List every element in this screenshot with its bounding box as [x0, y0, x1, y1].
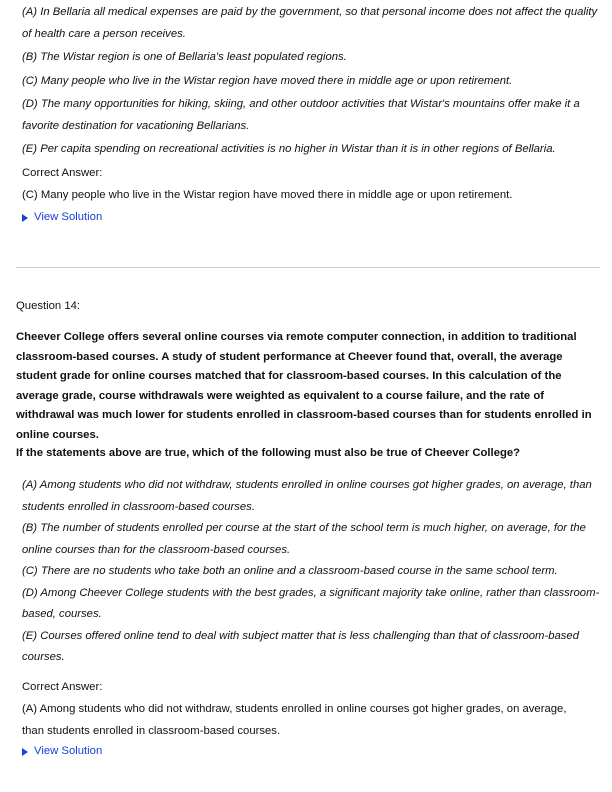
q13-option-e: (E) Per capita spending on recreational activities is no higher in Wistar than it is in other regions of Bellaria.	[22, 143, 556, 155]
q14-option-d: (D) Among Cheever College students with the best grades, a significant majority take online, rather than classroom-based, courses.	[22, 586, 600, 620]
q14-title: Question 14:	[16, 300, 81, 312]
q14-correct-answer: (A) Among students who did not withdraw, students enrolled in online courses got higher grades, on average, than students enrolled in classroom-based courses.	[22, 703, 567, 737]
q13-option-b: (B) The Wistar region is one of Bellaria's least populated regions.	[22, 51, 347, 63]
q14-option-e: (E) Courses offered online tend to deal with subject matter that is less challenging than that of classroom-based courses.	[22, 629, 579, 663]
q13-option-d: (D) The many opportunities for hiking, skiing, and other outdoor activities that Wistar's mountains offer make it a favorite destination for vacationing Bellarians.	[22, 98, 580, 132]
q14-options	[22, 475, 600, 669]
q13-view-solution-link[interactable]	[22, 207, 102, 229]
q14-view-solution-link[interactable]	[22, 741, 102, 763]
q14-option-a: (A) Among students who did not withdraw, students enrolled in online courses got higher grades, on average, than students enrolled in classroom-based courses.	[22, 479, 592, 513]
q13-options	[22, 2, 600, 161]
q13-option-c: (C) Many people who live in the Wistar region have moved there in middle age or upon retirement.	[22, 74, 513, 87]
q13-correct-answer-label: Correct Answer:	[22, 167, 103, 179]
expand-triangle-icon	[22, 748, 28, 756]
q13-view-solution-label: View Solution	[34, 211, 103, 223]
q14-option-c: (C) There are no students who take both an online and a classroom-based course in the same school term.	[22, 565, 558, 577]
expand-triangle-icon	[22, 214, 28, 222]
q13-correct-answer: (C) Many people who live in the Wistar region have moved there in middle age or upon retirement.	[22, 189, 513, 201]
section-divider	[16, 267, 600, 268]
q14-question-stem: If the statements above are true, which of the following must also be true of Cheever College?	[16, 447, 521, 459]
q14-option-b: (B) The number of students enrolled per course at the start of the school term is much higher, on average, for the online courses than for the classroom-based courses.	[22, 522, 586, 556]
q14-correct-answer-label: Correct Answer:	[22, 681, 103, 693]
q14-view-solution-label: View Solution	[34, 745, 103, 757]
q14-stimulus: Cheever College offers several online courses via remote computer connection, in addition to traditional classroom-based courses. A study of student performance at Cheever found that, overall, the average student grade for online courses matched that for classroom-based courses. In this calculation of the average grade, course withdrawals were weighted as equivalent to a course failure, and the rate of withdrawal was much lower for students enrolled in classroom-based courses than for students enrolled in online courses.	[16, 331, 592, 441]
q13-option-a: (A) In Bellaria all medical expenses are paid by the government, so that personal income does not affect the quality of health care a person receives.	[22, 6, 598, 40]
